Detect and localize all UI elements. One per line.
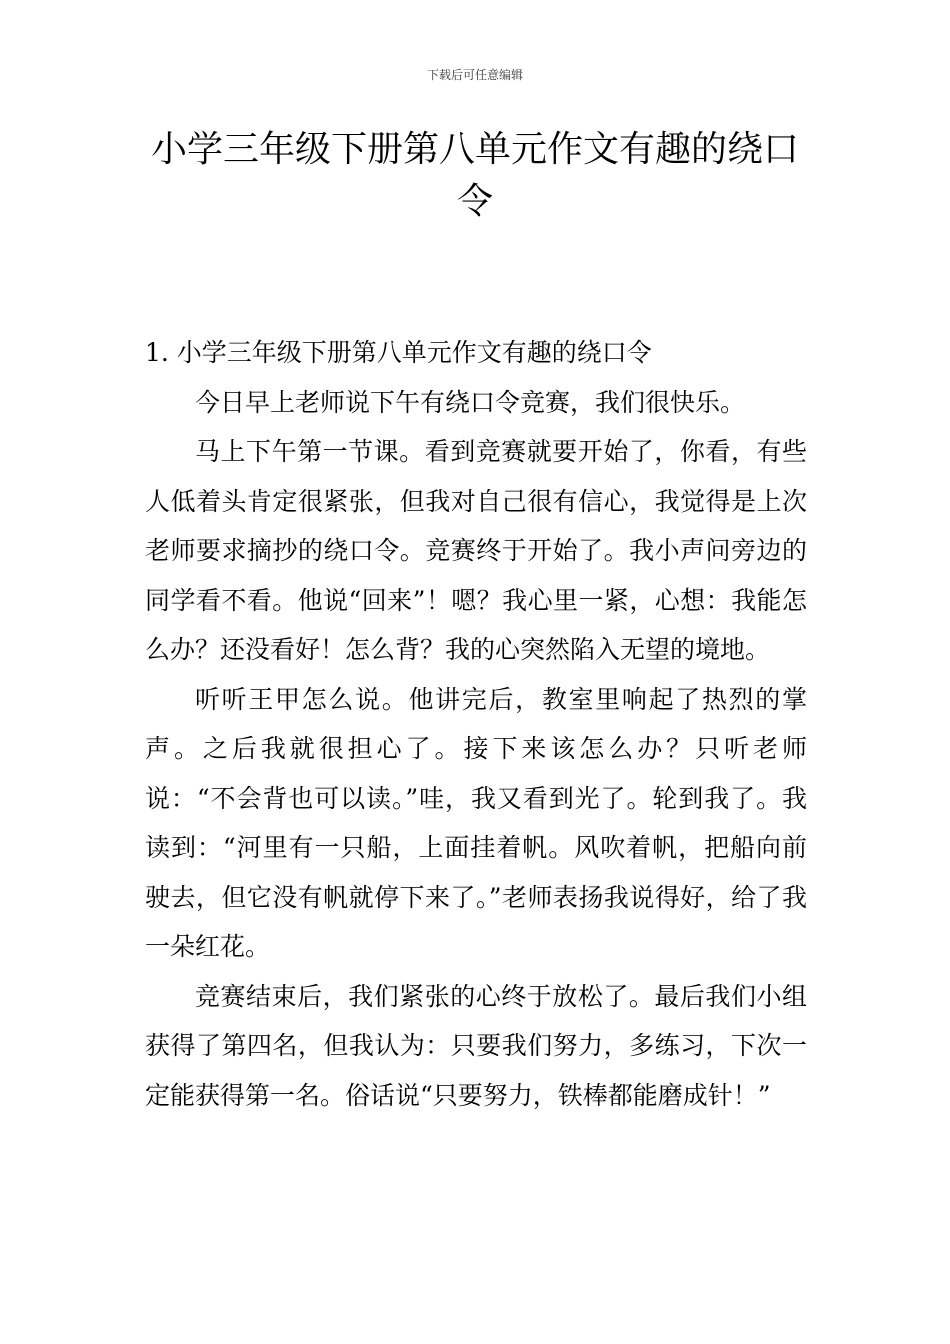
paragraph-2: 马上下午第一节课。看到竞赛就要开始了，你看，有些人低着头肯定很紧张，但我对自己很有信心，我觉得是上次老师要求摘抄的绕口令。竞赛终于开始了。我小声问旁边的同学看不看。他说“回来”！嗯？我心里一紧，心想：我能怎么办？还没看好！怎么背？我的心突然陷入无望的境地。 [145, 437, 807, 664]
paragraph-3: 听听王甲怎么说。他讲完后，教室里响起了热烈的掌声。之后我就很担心了。接下来该怎么办？只听老师说：“不会背也可以读。”哇，我又看到光了。轮到我了。我读到：“河里有一只船，上面挂着帆。风吹着帆，把船向前驶去，但它没有帆就停下来了。”老师表扬我说得好，给了我一朵红花。 [145, 684, 807, 961]
paragraph-1: 今日早上老师说下午有绕口令竞赛，我们很快乐。 [195, 387, 746, 417]
paragraph-4: 竞赛结束后，我们紧张的心终于放松了。最后我们小组获得了第四名，但我认为：只要我们努力，多练习，下次一定能获得第一名。俗话说“只要努力，铁棒都能磨成针！” [145, 981, 807, 1110]
header-note: 下载后可任意编辑 [426, 68, 523, 82]
section-heading: 1. 小学三年级下册第八单元作文有趣的绕口令 [145, 338, 652, 367]
document-body [145, 328, 807, 1120]
document-title: 小学三年级下册第八单元作文有趣的绕口令 [150, 129, 799, 222]
